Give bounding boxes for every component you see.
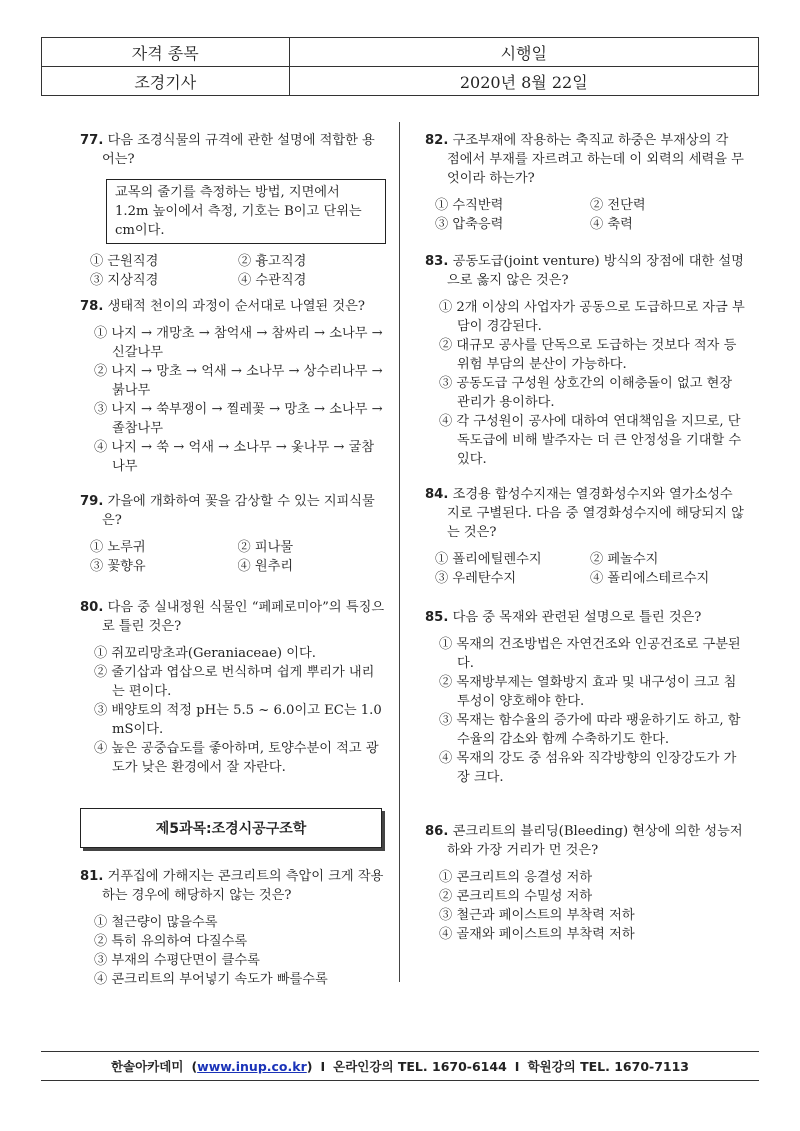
question-number: 78. (80, 299, 104, 314)
option[interactable]: ④ 원추리 (237, 559, 294, 574)
option[interactable]: ④ 목재의 강도 중 섬유와 직각방향의 인장강도가 가장 크다. (439, 751, 737, 785)
option[interactable]: ① 수직반력 (435, 198, 504, 213)
option[interactable]: ② 목재방부제는 열화방지 효과 및 내구성이 크고 침투성이 양호해야 한다. (439, 675, 737, 709)
options (80, 913, 385, 989)
question-86 (425, 822, 745, 944)
option[interactable]: ② 나지 → 망초 → 억새 → 소나무 → 상수리나무 → 붉나무 (94, 364, 383, 398)
header-col2-value: 2020년 8월 22일 (289, 67, 758, 96)
academy-name: 한솔아카데미 (110, 1059, 184, 1074)
footer-separator: I (514, 1058, 520, 1074)
question-number: 80. (80, 600, 104, 615)
option[interactable]: ① 나지 → 개망초 → 참억새 → 참싸리 → 소나무 → 신갈나무 (94, 326, 383, 360)
question-number: 81. (80, 869, 104, 884)
question-text: 콘크리트의 블리딩(Bleeding) 현상에 의한 성능저하와 가장 거리가 먼 것은? (447, 824, 743, 858)
question-85 (425, 608, 745, 787)
option[interactable]: ③ 나지 → 쑥부쟁이 → 찔레꽃 → 망초 → 소나무 → 졸참나무 (94, 402, 383, 436)
page-footer: 한솔아카데미 (www.inup.co.kr) I 온라인강의 TEL. 1670-6144 I 학원강의 TEL. 1670-7113 (41, 1051, 759, 1081)
option[interactable]: ④ 각 구성원이 공사에 대하여 연대책임을 지므로, 단독도급에 비해 발주자는 더 큰 안정성을 기대할 수 있다. (439, 414, 742, 467)
option[interactable]: ② 대규모 공사를 단독으로 도급하는 것보다 적자 등 위험 부담의 분산이 가능하다. (439, 338, 737, 372)
header-col1-label: 자격 종목 (42, 38, 290, 67)
header-col2-label: 시행일 (289, 38, 758, 67)
options (80, 644, 385, 777)
option[interactable]: ② 페놀수지 (590, 552, 659, 567)
option[interactable]: ① 콘크리트의 응결성 저하 (439, 870, 593, 885)
option[interactable]: ① 쥐꼬리망초과(Geraniaceae) 이다. (94, 646, 316, 661)
question-number: 79. (80, 494, 104, 509)
option[interactable]: ③ 꽃향유 (90, 559, 146, 574)
question-number: 84. (425, 487, 449, 502)
footer-separator: I (320, 1058, 326, 1074)
header-col1-value: 조경기사 (42, 67, 290, 96)
info-box: 교목의 줄기를 측정하는 방법, 지면에서 1.2m 높이에서 측정, 기호는 B이고 단위는 cm이다. (106, 179, 386, 244)
option[interactable]: ④ 콘크리트의 부어넣기 속도가 빠를수록 (94, 972, 328, 987)
question-83 (425, 252, 745, 469)
option[interactable]: ② 피나물 (237, 540, 294, 555)
option[interactable]: ④ 수관직경 (238, 273, 307, 288)
option[interactable]: ④ 폴리에스테르수지 (590, 571, 710, 586)
option[interactable]: ① 2개 이상의 사업자가 공동으로 도급하므로 자금 부담이 경감된다. (439, 300, 745, 334)
option[interactable]: ③ 압축응력 (435, 217, 504, 232)
question-77 (80, 131, 386, 290)
option[interactable]: ③ 배양토의 적정 pH는 5.5 ~ 6.0이고 EC는 1.0 mS이다. (94, 703, 382, 737)
option[interactable]: ① 폴리에틸렌수지 (435, 552, 542, 567)
option[interactable]: ① 철근량이 많을수록 (94, 915, 218, 930)
question-78 (80, 297, 385, 476)
question-79 (80, 492, 385, 576)
question-text: 다음 조경식물의 규격에 관한 설명에 적합한 용어는? (102, 133, 375, 167)
option[interactable]: ④ 축력 (590, 217, 633, 232)
option[interactable]: ③ 지상직경 (90, 273, 159, 288)
option[interactable]: ④ 높은 공중습도를 좋아하며, 토양수분이 적고 광도가 낮은 환경에서 잘 자란다. (94, 741, 379, 775)
question-number: 85. (425, 610, 449, 625)
options (425, 298, 745, 469)
options (80, 324, 385, 476)
academy-link[interactable]: www.inup.co.kr (197, 1058, 307, 1074)
question-82 (425, 131, 745, 234)
options (425, 196, 745, 234)
options (425, 550, 745, 588)
question-number: 82. (425, 133, 449, 148)
option[interactable]: ③ 목재는 함수율의 증가에 따라 팽윤하기도 하고, 함수율의 감소와 함께 수축하기도 한다. (439, 713, 741, 747)
options (425, 868, 745, 944)
options (80, 252, 386, 290)
exam-header-table (41, 37, 759, 96)
option[interactable]: ② 전단력 (590, 198, 646, 213)
option[interactable]: ② 흉고직경 (238, 254, 307, 269)
option[interactable]: ① 근원직경 (90, 254, 159, 269)
option[interactable]: ③ 우레탄수지 (435, 571, 517, 586)
option[interactable]: ④ 골재와 페이스트의 부착력 저하 (439, 927, 635, 942)
question-text: 생태적 천이의 과정이 순서대로 나열된 것은? (107, 299, 365, 314)
option[interactable]: ① 목재의 건조방법은 자연건조와 인공건조로 구분된다. (439, 637, 741, 671)
question-80 (80, 598, 385, 777)
question-number: 83. (425, 254, 449, 269)
question-text: 공동도급(joint venture) 방식의 장점에 대한 설명으로 옳지 않은 것은? (447, 254, 744, 288)
option[interactable]: ③ 부재의 수평단면이 클수록 (94, 953, 260, 968)
question-text: 조경용 합성수지재는 열경화성수지와 열가소성수지로 구별된다. 다음 중 열경화성수지에 해당되지 않는 것은? (447, 487, 744, 540)
options (80, 538, 385, 576)
option[interactable]: ② 특히 유의하여 다질수록 (94, 934, 248, 949)
option[interactable]: ③ 철근과 페이스트의 부착력 저하 (439, 908, 635, 923)
question-81 (80, 867, 385, 989)
question-number: 77. (80, 133, 104, 148)
offline-tel: 학원강의 TEL. 1670-7113 (527, 1059, 689, 1074)
question-text: 다음 중 목재와 관련된 설명으로 틀린 것은? (452, 610, 702, 625)
column-divider (399, 122, 400, 982)
option[interactable]: ① 노루귀 (90, 540, 146, 555)
question-84 (425, 485, 745, 588)
question-text: 다음 중 실내정원 식물인 “페페로미아”의 특징으로 틀린 것은? (102, 600, 385, 634)
subject-title-box: 제5과목:조경시공구조학 (80, 808, 382, 848)
question-text: 구조부재에 작용하는 축직교 하중은 부재상의 각 점에서 부재를 자르려고 하는데 이 외력의 세력을 무엇이라 하는가? (447, 133, 744, 186)
option[interactable]: ③ 공동도급 구성원 상호간의 이해충돌이 없고 현장 관리가 용이하다. (439, 376, 733, 410)
question-text: 가을에 개화하여 꽃을 감상할 수 있는 지피식물은? (102, 494, 375, 528)
question-number: 86. (425, 824, 449, 839)
options (425, 635, 745, 787)
question-text: 거푸집에 가해지는 콘크리트의 측압이 크게 작용하는 경우에 해당하지 않는 것은? (102, 869, 384, 903)
option[interactable]: ④ 나지 → 쑥 → 억새 → 소나무 → 옻나무 → 굴참나무 (94, 440, 375, 474)
option[interactable]: ② 콘크리트의 수밀성 저하 (439, 889, 593, 904)
option[interactable]: ② 줄기삽과 엽삽으로 번식하며 쉽게 뿌리가 내리는 편이다. (94, 665, 375, 699)
online-tel: 온라인강의 TEL. 1670-6144 (333, 1059, 507, 1074)
